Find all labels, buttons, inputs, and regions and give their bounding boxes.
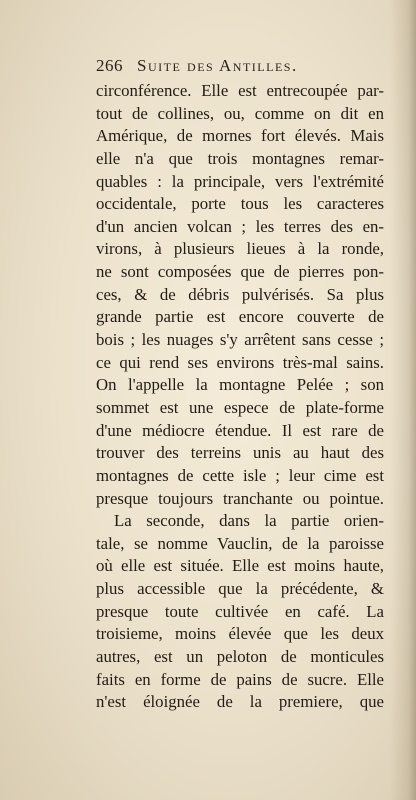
body-text <box>96 80 384 714</box>
page-edge-shadow <box>390 0 416 800</box>
text-line: occidentale, porte tous les caracteres <box>96 194 384 214</box>
text-line: ces, & de débris pulvérisés. Sa plus <box>96 284 384 304</box>
text-line: presque toute cultivée en café. La <box>96 601 384 621</box>
text-line: quables : la principale, vers l'extrémité <box>96 171 384 191</box>
text-line: faits en forme de pains de sucre. Elle <box>96 669 384 689</box>
text-line: troisieme, moins élevée que les deux <box>96 624 384 644</box>
text-line: circonférence. Elle est entrecoupée par- <box>96 81 384 100</box>
text-line: ce qui rend ses environs très-mal sains. <box>96 352 384 372</box>
text-line: n'est éloignée de la premiere, que <box>96 692 384 712</box>
text-line: où elle est située. Elle est moins haute, <box>96 556 384 576</box>
page-number: 266 <box>96 56 123 75</box>
text-line: d'une médiocre étendue. Il est rare de <box>96 420 384 440</box>
text-line: ne sont composées que de pierres pon- <box>96 262 384 282</box>
text-line: elle n'a que trois montagnes remar- <box>96 148 384 168</box>
text-line: sommet est une espece de plate-forme <box>96 397 384 417</box>
text-line: grande partie est encore couverte de <box>96 307 384 327</box>
text-line-indented: La seconde, dans la partie orien- <box>114 511 384 531</box>
text-line: Amérique, de mornes fort élevés. Mais <box>96 126 384 146</box>
text-line: montagnes de cette isle ; leur cime est <box>96 465 384 485</box>
running-title: Suite des Antilles. <box>137 56 298 75</box>
text-line: bois ; les nuages s'y arrêtent sans cesse ; <box>96 330 384 350</box>
text-line: presque toujours tranchante ou pointue. <box>96 488 384 508</box>
text-line: trouver des terreins unis au haut des <box>96 443 384 463</box>
text-line: On l'appelle la montagne Pelée ; son <box>96 375 384 395</box>
page-header <box>96 56 396 82</box>
text-line: tale, se nomme Vauclin, de la paroisse <box>96 533 384 553</box>
text-line: d'un ancien volcan ; les terres des en- <box>96 216 384 236</box>
text-line: virons, à plusieurs lieues à la ronde, <box>96 239 384 259</box>
text-line: tout de collines, ou, comme on dit en <box>96 103 384 123</box>
text-line: autres, est un peloton de monticules <box>96 647 384 667</box>
text-line: plus accessible que la précédente, & <box>96 579 384 599</box>
